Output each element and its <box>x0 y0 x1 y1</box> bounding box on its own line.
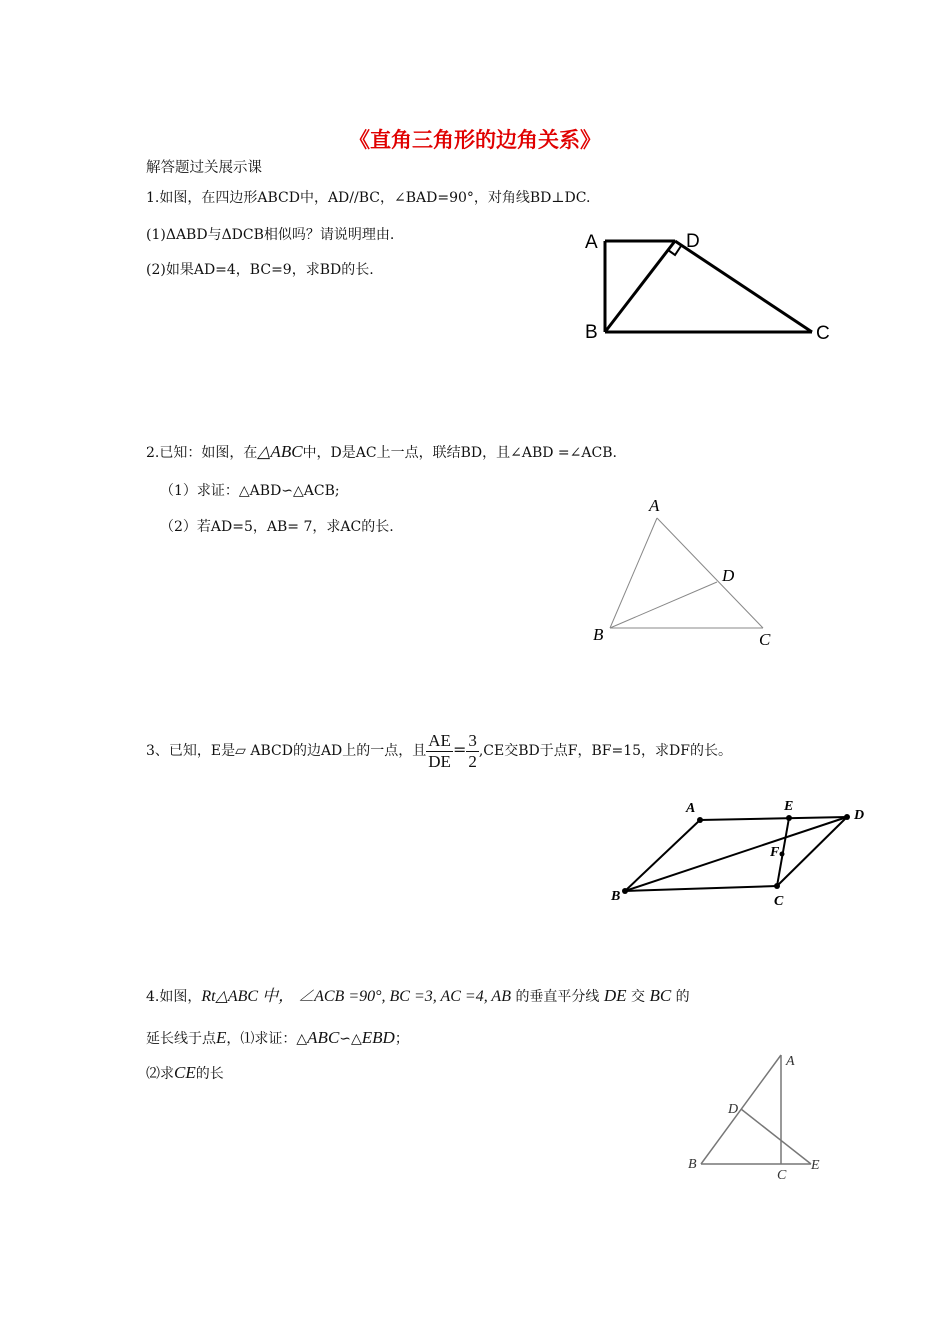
q3-label-a: A <box>686 801 696 816</box>
page-subtitle: 解答题过关展示课 <box>146 160 262 176</box>
q1-label-b: B <box>585 322 598 343</box>
q3-fraction-ae-de <box>426 731 453 772</box>
q4-line1-de: DE <box>603 986 627 1005</box>
q1-label-d: D <box>686 231 700 252</box>
q4-line1-bisector: 的垂直平分线 <box>515 989 600 1005</box>
q4-figure <box>680 1045 830 1185</box>
q4-line3 <box>146 1061 224 1086</box>
q4-line1 <box>146 984 690 1009</box>
q1-part1: (1)ΔABD与ΔDCB相似吗？请说明理由. <box>146 227 395 243</box>
q4-line2-prefix: 延长线于点 <box>146 1031 216 1047</box>
q4-line2-abc: ABC <box>307 1028 340 1047</box>
q2-stem-prefix: 2.已知：如图，在 <box>146 445 258 461</box>
q4-line3-prefix: ⑵求 <box>146 1066 174 1082</box>
q3-label-b: B <box>611 889 621 904</box>
q4-label-b: B <box>688 1157 697 1172</box>
q1-figure <box>580 225 870 350</box>
q4-label-c: C <box>777 1168 787 1183</box>
q3-label-c: C <box>774 894 784 909</box>
q4-label-e: E <box>811 1158 820 1173</box>
q4-line2-similar: ∽△ <box>339 1031 362 1047</box>
q4-line3-suffix: 的长 <box>195 1066 224 1082</box>
q4-label-a: A <box>786 1054 795 1069</box>
q4-line1-bc: BC <box>649 986 672 1005</box>
q1-label-c: C <box>816 323 830 344</box>
q2-figure <box>585 490 785 655</box>
q3-equals: = <box>452 740 467 759</box>
q3-stem <box>146 727 732 774</box>
q3-frac1-numerator: AE <box>428 730 451 750</box>
q4-line3-ce: CE <box>174 1063 196 1082</box>
q4-line1-jiao: 交 <box>631 989 646 1005</box>
q2-label-c: C <box>759 630 771 649</box>
q2-label-b: B <box>593 625 604 644</box>
q3-label-d: D <box>854 808 865 823</box>
q3-frac2-denominator: 2 <box>468 751 477 771</box>
q2-part2: （2）若AD=5，AB= 7，求AC的长. <box>160 519 394 535</box>
q4-line2-e: E <box>216 1028 227 1047</box>
q3-stem-suffix: ,CE交BD于点F，BF=15，求DF的长。 <box>478 743 732 759</box>
q2-label-a: A <box>649 496 660 515</box>
page-title: 《直角三角形的边角关系》 <box>349 128 601 152</box>
q2-part1: （1）求证：△ABD∽△ACB; <box>160 483 340 499</box>
q3-fraction-3-2 <box>466 731 479 772</box>
q3-frac2-numerator: 3 <box>468 730 477 750</box>
q4-line1-prefix: 4.如图， <box>146 989 202 1005</box>
q2-stem <box>146 443 617 462</box>
q4-line2-suffix: ； <box>394 1031 409 1047</box>
q1-label-a: A <box>585 232 598 253</box>
q2-label-d: D <box>722 566 735 585</box>
q4-line2 <box>146 1026 409 1051</box>
q2-stem-triangle: △ABC <box>257 442 303 461</box>
q4-label-d: D <box>728 1102 739 1117</box>
q3-label-f: F <box>770 845 780 860</box>
q3-stem-prefix: 3、已知，E是▱ ABCD的边AD上的一点，且 <box>146 743 427 759</box>
q4-line1-de-suffix: 的 <box>675 989 690 1005</box>
q4-line2-proof: ，⑴求证：△ <box>226 1031 308 1047</box>
q3-frac1-denominator: DE <box>428 751 451 771</box>
q3-label-e: E <box>784 799 794 814</box>
q4-line2-ebd: EBD <box>361 1028 395 1047</box>
q3-figure <box>600 790 890 915</box>
q1-stem: 1.如图，在四边形ABCD中，AD//BC，∠BAD=90°，对角线BD⊥DC. <box>146 190 591 206</box>
q4-line1-math: Rt△ABC 中， ∠ACB =90°, BC =3, AC =4, AB <box>201 988 511 1005</box>
q2-stem-suffix: 中，D是AC上一点，联结BD，且∠ABD =∠ACB. <box>302 445 617 461</box>
q1-part2: (2)如果AD=4，BC=9，求BD的长. <box>146 262 374 278</box>
